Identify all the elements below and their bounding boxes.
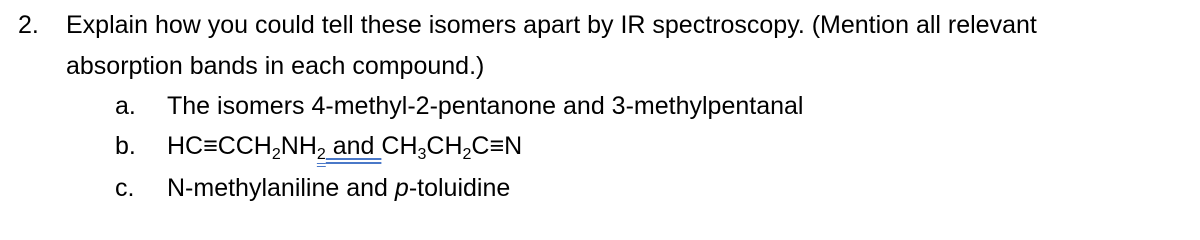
compound-1-prefix: HC≡CCH	[167, 132, 272, 160]
compound-2-part-2: CH	[426, 132, 463, 160]
compound-2-subscript-2: 2	[462, 146, 472, 163]
compound-2-part-1: CH	[381, 132, 418, 160]
compound-1-subscript-1: 2	[271, 146, 281, 163]
part-c-text	[167, 173, 510, 203]
part-c-text-after: -toluidine	[408, 174, 511, 202]
question-number: 2.	[18, 11, 39, 39]
part-c-italic-prefix: p	[394, 174, 409, 202]
part-c-text-before: N-methylaniline and	[167, 174, 395, 202]
part-a-label: a.	[115, 92, 136, 120]
compound-2-part-3: C≡N	[471, 132, 523, 160]
part-b-label: b.	[115, 132, 136, 160]
connector-and: and	[325, 132, 382, 160]
part-b-text	[167, 131, 522, 161]
part-c-label: c.	[115, 174, 135, 202]
part-a-text: The isomers 4-methyl-2-pentanone and 3-methylpentanal	[167, 92, 804, 120]
question-text-line-1: Explain how you could tell these isomers apart by IR spectroscopy. (Mention all relevant	[66, 11, 1037, 39]
compound-1-mid: NH	[280, 132, 317, 160]
question-text-line-2: absorption bands in each compound.)	[66, 52, 485, 80]
compound-2-subscript-1: 3	[417, 146, 427, 163]
compound-1-subscript-2: 2	[316, 146, 326, 163]
